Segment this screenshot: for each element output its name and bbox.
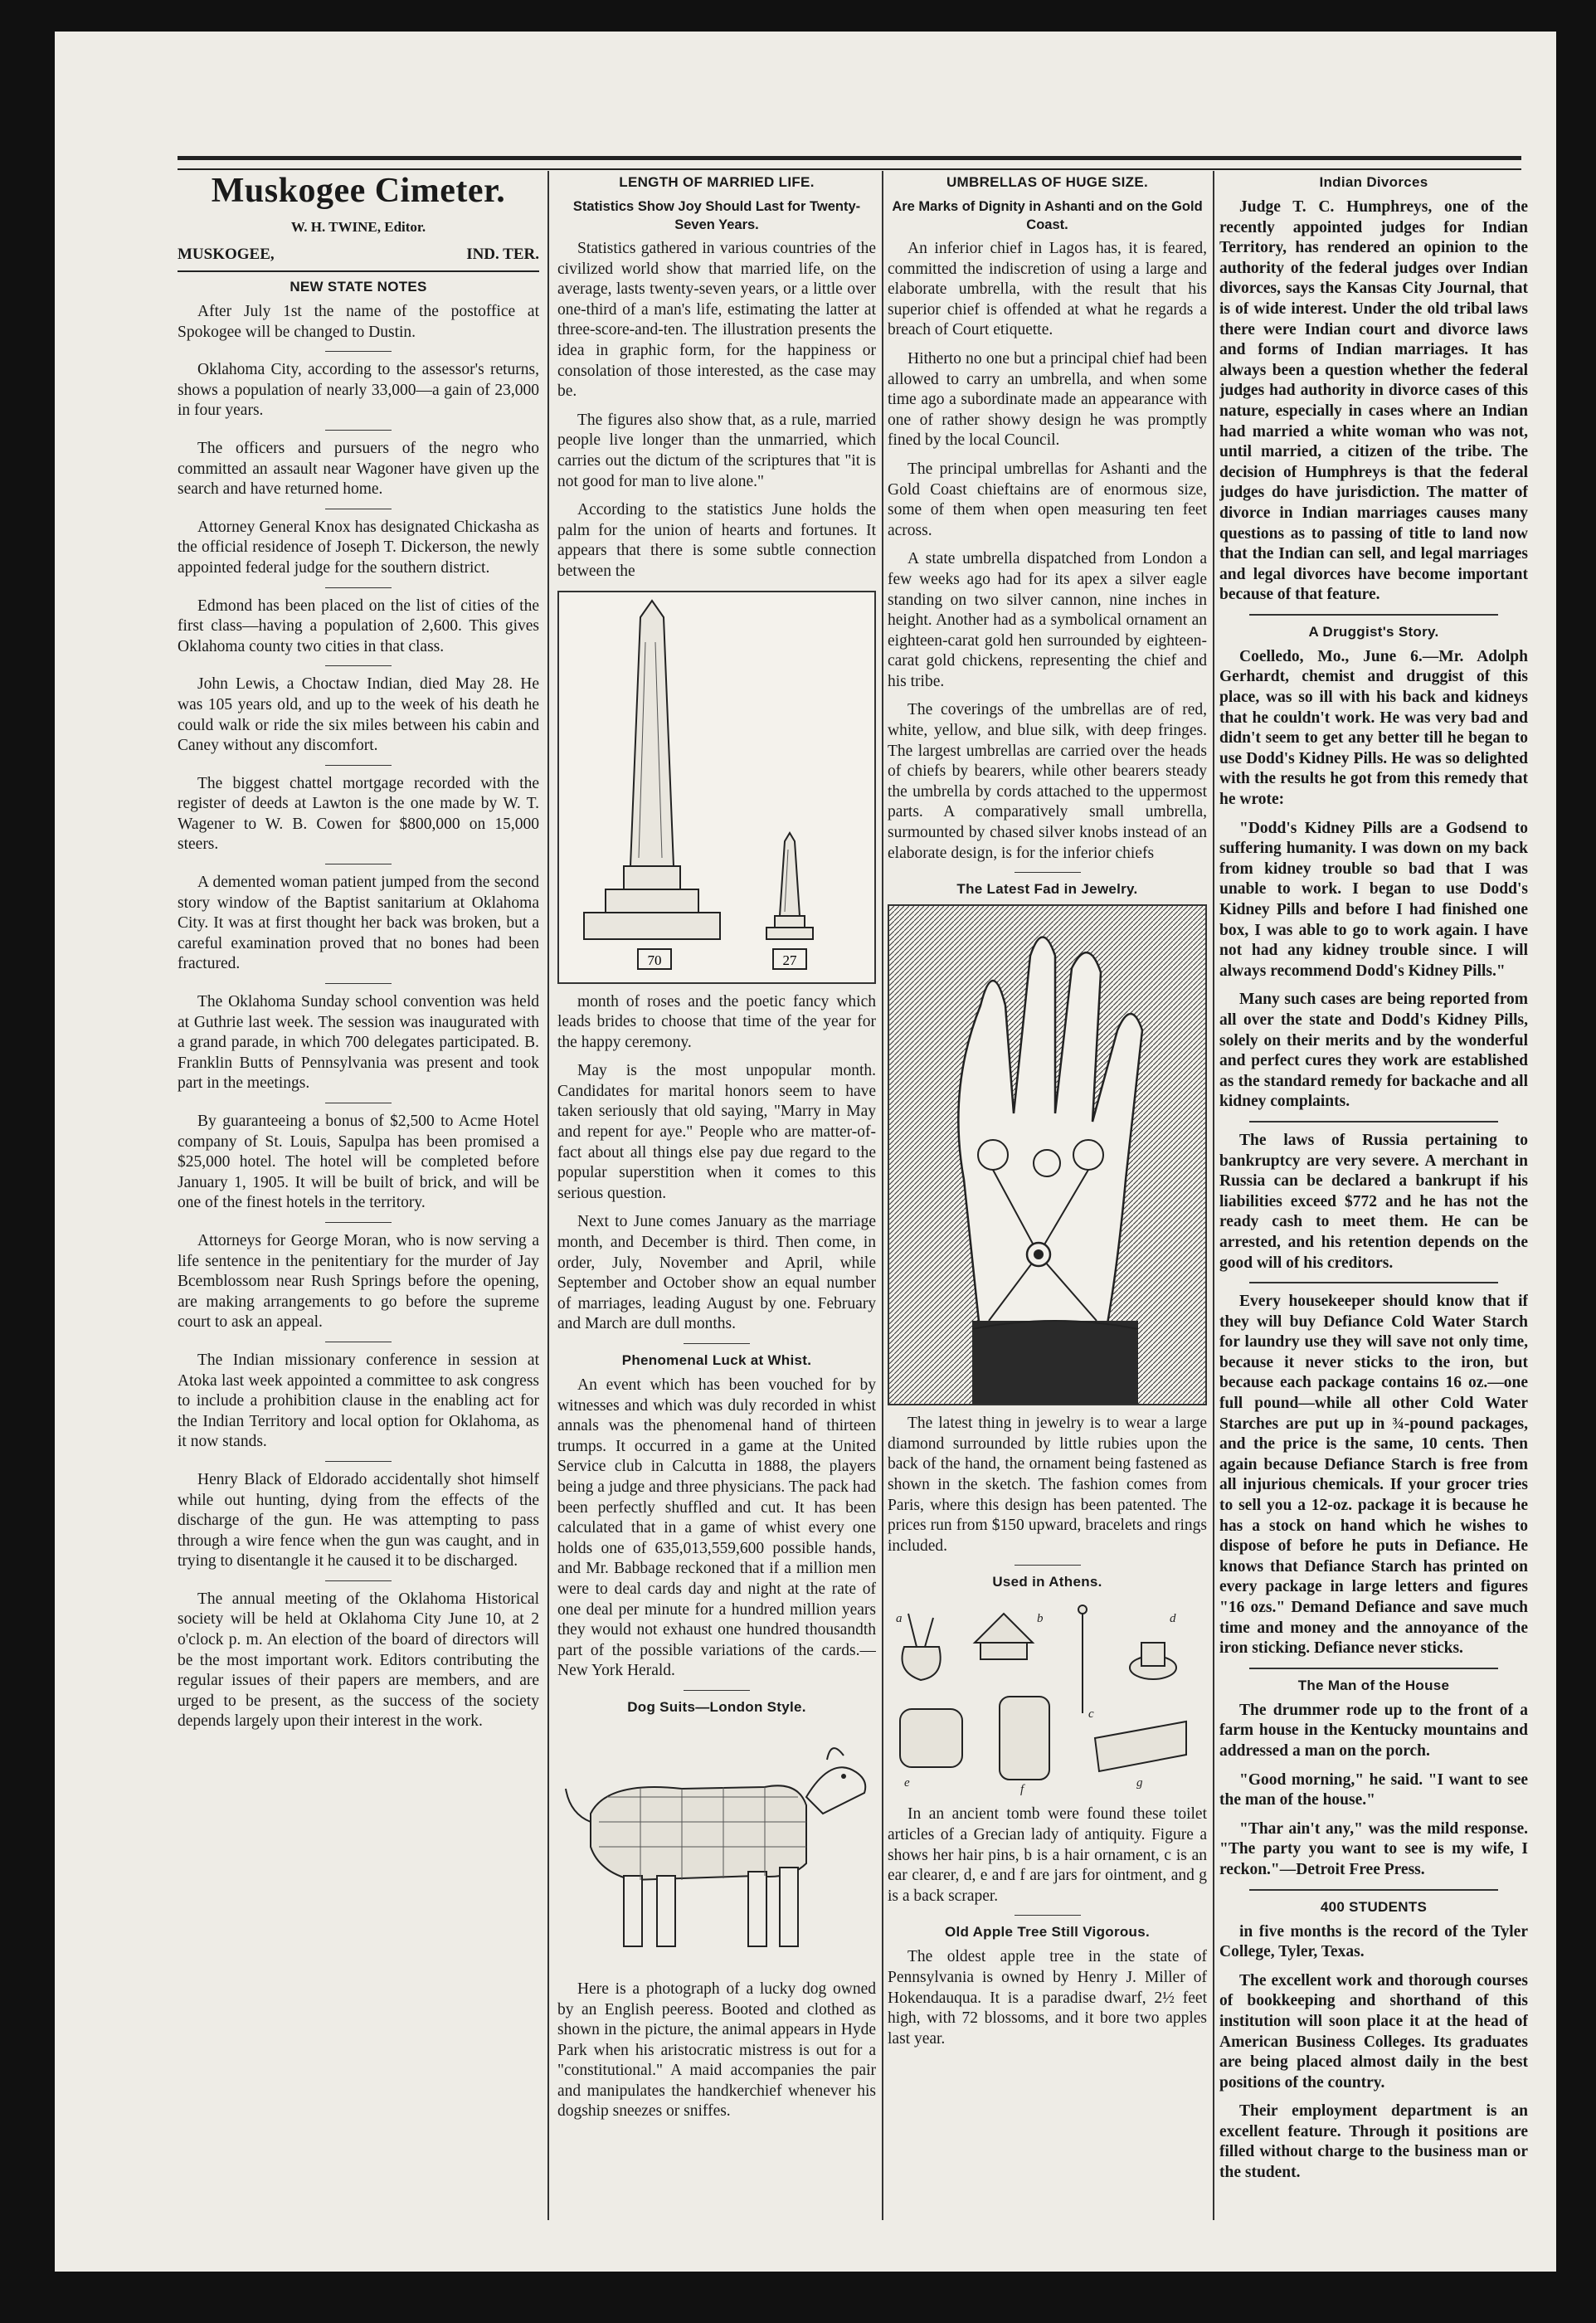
place-left: MUSKOGEE, [178,246,275,263]
article-heading: The Latest Fad in Jewelry. [956,881,1138,898]
paragraph: The oldest apple tree in the state of Pennsylvania is owned by Henry J. Miller of Hokendauqua. It is a paradise dwarf, 2½ feet high, with 72 blossoms, and it bore two apples last year. [888,1948,1207,2048]
obelisk-label: 27 [782,952,797,968]
paragraph: month of roses and the poetic fancy which leads brides to choose that time of the year for the happy ceremony. [557,992,876,1051]
article-body [557,1376,876,1682]
article-body [1219,1922,1528,2184]
article-body [1219,1131,1528,1274]
paragraph: In an ancient tomb were found these toilet articles of a Grecian lady of antiquity. Figure a shows her hair pins, b is a hair ornament, c is an ear clearer, d, e and f are jars for ointment, and g is a back scraper. [888,1805,1207,1905]
paragraph: The coverings of the umbrellas are of red, white, yellow, and blue silk, with deep fringes. The largest umbrellas are carried over the heads of chiefs by bearers, while other bearers steady the umbrella by cords attached to the uppermost parts. A comparatively small umbrella, surmounted by chased silver knobs instead of an elaborate design, is for the inferior chiefs [888,701,1207,862]
article-heading: Phenomenal Luck at Whist. [621,1352,812,1368]
article-heading: Indian Divorces [1319,174,1428,190]
article-body [557,992,876,1336]
section-heading: NEW STATE NOTES [290,279,427,295]
column-3 [888,171,1207,2058]
paragraph: Edmond has been placed on the list of cities of the first class—having a population of 2,600. This gives Oklahoma county two cities in that class. [178,597,539,655]
article-subheading: Statistics Show Joy Should Last for Twenty-Seven Years. [572,199,861,232]
paragraph: Here is a photograph of a lucky dog owned by an English peeress. Booted and clothed as shown in the picture, the animal appears in Hyde Park when his aristocratic mistress is out for a "constitutional." A maid accompanies the pair and manipulates the handkerchief whenever his dogship sneezes or sniffes. [557,1980,876,2121]
article-heading: A Druggist's Story. [1308,623,1439,640]
figure-label: b [1037,1612,1044,1626]
figure-label: d [1170,1612,1176,1626]
article-body [888,239,1207,864]
column-rule [882,171,883,2220]
paragraph: The Oklahoma Sunday school convention was held at Guthrie last week. The session was inaugurated with a grand parade, in which 700 delegates participated. B. Franklin Butts of Pennsylvania was present and took part in the meetings. [178,993,539,1093]
paragraph: Statistics gathered in various countries of the civilized world show that married life, on the average, lasts twenty-seven years, or a little over one-third of a man's life, estimating the latter at three-score-and-ten. The illustration presents the idea in graphic form, for the happiness or consolation of those interested, as the case may be. [557,240,876,401]
paragraph: The principal umbrellas for Ashanti and the Gold Coast chieftains are of enormous size, some of them when open measuring ten feet across. [888,460,1207,539]
paragraph: A demented woman patient jumped from the second story window of the Baptist sanitarium at Oklahoma City. It was at first thought her back was broken, but a careful examination proved that no bones had been fractured. [178,874,539,973]
paragraph: An inferior chief in Lagos has, it is feared, committed the indiscretion of using a large and elaborate umbrella, with the result that his superior chief is offended at what he regards a breach of Court etiquette. [888,240,1207,339]
paragraph: The laws of Russia pertaining to bankruptcy are very severe. A merchant in Russia can be declared a bankrupt if his liabilities exceed $772 and he has not the ready cash to meet them. He can be arrested, and his retention depends on the good will of his creditors. [1219,1131,1528,1272]
paragraph: Attorneys for George Moran, who is now serving a life sentence in the penitentiary for the murder of Jay Bcemblossom near Rush Springs before the opening, are making arrangements to go before the supreme court to ask an appeal. [178,1231,539,1332]
column-4 [1219,171,1528,2192]
paragraph: The figures also show that, as a rule, married people live longer than the unmarried, which carries out the dictum of the scriptures that "it is not good for man to live alone." [557,411,876,490]
item-separator [325,351,392,352]
article-body [888,1414,1207,1556]
athens-illustration [888,1597,1207,1796]
paragraph: A state umbrella dispatched from London a few weeks ago had for its apex a silver eagle standing on two silver cannon, nine inches in height. Another had as a symbolical ornament an eighteen-carat gold hen surrounded by eighteen-carat gold chickens, representing the chief and his tribe. [888,550,1207,690]
paragraph: The drummer rode up to the front of a farm house in the Kentucky mountains and addressed a man on the porch. [1219,1701,1528,1760]
paragraph: in five months is the record of the Tyler College, Tyler, Texas. [1219,1922,1528,1961]
article-body [1219,1292,1528,1659]
paragraph: Their employment department is an excellent feature. Through it positions are filled without charge to the business man or the student. [1219,2102,1528,2182]
paragraph: The annual meeting of the Oklahoma Historical society will be held at Oklahoma City June 10, at 2 o'clock p. m. An election of the board of directors will be the most important work. Editors contributing the regular issues of their papers are members, and are urged to be present, as the success of the society depends largely upon their interest in the work. [178,1590,539,1731]
article-subheading: Are Marks of Dignity in Ashanti and on the Gold Coast. [892,199,1203,232]
masthead-editor: W. H. TWINE, Editor. [290,219,426,235]
newspaper-page [55,32,1556,2272]
article-body [178,302,539,1732]
item-separator [325,587,392,588]
paragraph: Oklahoma City, according to the assessor's returns, shows a population of nearly 33,000—a gain of 23,000 in four years. [178,361,539,420]
paragraph: The biggest chattel mortgage recorded with the register of deeds at Lawton is the one made by W. T. Wagener to W. B. Cowen for $800,000 on 15,000 steers. [178,774,539,854]
paragraph: An event which has been vouched for by witnesses and which was duly recorded in whist annals was the phenomenal hand of thirteen trumps. It occurred in a game at the United Service club in Calcutta in 1888, the players being a judge and three physicians. The pack had been perfectly shuffled and cut. It has been calculated that in a game of whist every one holds one of 635,013,559,600 possible hands, and Mr. Babbage reckoned that if a million men were to deal cards day and night at the rate of one deal per minute for a hundred million years they would not exhaust one hundred thousandth part of the possible variations of the cards.—New York Herald. [557,1376,876,1680]
paragraph: Next to June comes January as the marriage month, and December is third. Then come, in order, July, November and April, while September and October show an equal number of marriages, leading August by one. February and March are dull months. [557,1213,876,1333]
article-body [888,1804,1207,1907]
article-heading: Dog Suits—London Style. [627,1698,806,1715]
top-rule [178,156,1521,170]
place-right: IND. TER. [466,246,539,263]
article-heading: The Man of the House [1297,1677,1450,1693]
paragraph: "Dodd's Kidney Pills are a Godsend to suffering humanity. I was down on my back from kidney trouble so bad that I was unable to work. I began to use Dodd's Kidney Pills and before I had finished one box, I was able to go to work again. I have not had any kidney trouble since. I will always recommend Dodd's Kidney Pills." [1219,819,1528,980]
paragraph: By guaranteeing a bonus of $2,500 to Acme Hotel company of St. Louis, Sapulpa has been promised a $25,000 hotel. The hotel will be completed before January 1, 1905. It will be built of brick, and will be one of the finest hotels in the territory. [178,1113,539,1212]
item-separator [325,665,392,666]
column-rule [547,171,549,2220]
paragraph: The latest thing in jewelry is to wear a large diamond surrounded by little rubies upon the back of the hand, the ornament being fastened as shown in the sketch. The fashion comes from Paris, where this design has been patented. The prices run from $150 upward, bracelets and rings included. [888,1415,1207,1555]
column-1 [178,171,539,1741]
item-separator [325,765,392,766]
paragraph: Henry Black of Eldorado accidentally shot himself while out hunting, dying from the effects of the discharge of the gun. He was attempting to pass through a wire fence when the gun was caught, and in trying to disentangle it he caused it to be discharged. [178,1470,539,1571]
figure-label: g [1136,1776,1143,1790]
article-heading: UMBRELLAS OF HUGE SIZE. [946,174,1148,190]
figure-label: f [1020,1783,1024,1797]
obelisk-label: 70 [647,952,662,968]
paragraph: The excellent work and thorough courses of bookkeeping and shorthand of this institution will soon place it at the head of American Business Colleges. Its graduates are being placed almost daily in the best positions of the country. [1219,1971,1528,2092]
item-separator [325,430,392,431]
paragraph: Every housekeeper should know that if they will buy Defiance Cold Water Starch for laundry use they will save not only time, because it never sticks to the iron, but because each package contains 16 oz.—one full pound—while all other Cold Water Starches are put up in ¾-pound packages, and the price is the same, 10 cents. Then again because Defiance Starch is free from all injurious chemicals. If your grocer tries to sell you a 12-oz. package it is because he has a stock on hand which he wishes to dispose of before he puts in Defiance. He knows that Defiance Starch has printed on every package in large letters and figures "16 ozs." Demand Defiance and save much time and money and the annoyance of the iron sticking. Defiance never sticks. [1219,1293,1528,1658]
paragraph: "Good morning," he said. "I want to see the man of the house." [1219,1770,1528,1809]
paragraph: Attorney General Knox has designated Chickasha as the official residence of Joseph T. Dickerson, the newly appointed federal judge for the southern district. [178,518,539,577]
article-heading: Used in Athens. [992,1574,1102,1590]
paragraph: May is the most unpopular month. Candidates for marital honors seem to have taken seriously that old saying, "Marry in May and repent for aye." People who are matter-of-fact about all things else pay due regard to the popular superstition when it comes to this serious question. [557,1062,876,1202]
article-heading: LENGTH OF MARRIED LIFE. [619,174,815,190]
item-separator [325,983,392,984]
paragraph: According to the statistics June holds the palm for the union of hearts and fortunes. It appears that there is some subtle connection between the [557,501,876,580]
paragraph: Coelledo, Mo., June 6.—Mr. Adolph Gerhardt, chemist and druggist of this place, was so ill with his back and kidneys that he couldn't work. He was very bad and didn't seem to get any better till he began to use Dodd's Kidney Pills. He was so delighted with the results he got from this remedy that he wrote: [1219,647,1528,809]
item-separator [325,1461,392,1462]
article-body [1219,1701,1528,1881]
paragraph: Hitherto no one but a principal chief had been allowed to carry an umbrella, and when some time ago a subordinate made an appearance with one of rather showy design he was promptly fined by the local Council. [888,349,1207,450]
article-body [557,239,876,582]
masthead-title: Muskogee Cimeter. [211,172,506,210]
paragraph: "Thar ain't any," was the mild response. "The party you want to see is my wife, I reckon."—Detroit Free Press. [1219,1819,1528,1878]
article-heading: Old Apple Tree Still Vigorous. [944,1924,1151,1941]
article-body [1219,197,1528,606]
article-body [557,1980,876,2122]
column-rule [1213,171,1214,2220]
paragraph: After July 1st the name of the postoffice at Spokogee will be changed to Dustin. [178,303,539,341]
dog-illustration [557,1722,876,1971]
article-heading: 400 STUDENTS [1320,1898,1428,1915]
paragraph: Many such cases are being reported from all over the state and Dodd's Kidney Pills, solely on their merits and by the wonderful and perfect cures they work are established as the standard remedy for backache and all kidney complaints. [1219,991,1528,1111]
paragraph: The Indian missionary conference in session at Atoka last week appointed a committee to ask congress to include a prohibition clause in the enabling act for the Indian Territory and local option for Oklahoma, as it now stands. [178,1351,539,1451]
paragraph: The officers and pursuers of the negro who committed an assault near Wagoner have given up the search and have returned home. [178,439,539,499]
column-2 [557,171,876,2131]
jewelry-hand-illustration [888,904,1207,1405]
figure-label: e [904,1776,910,1790]
figure-label: a [896,1612,903,1626]
paragraph: Judge T. C. Humphreys, one of the recently appointed judges for Indian Territory, has rendered an opinion to the authority of the federal judges over Indian divorces, says the Kansas City Journal, that is of wide interest. Under the old tribal laws there were Indian court and divorce laws and forms of Indian marriages. It has always been a question whether the federal judges had authority in divorce cases of this nature, especially in cases where an Indian had married a white woman who was not, until married, a citizen of the tribe. The decision of Humphreys is that the federal judges do have jurisdiction. The matter of divorce in Indian marriages causes many questions as to passing of title to land now that the Indian can sell, and legal marriages and legal divorces have become important because of that feature. [1219,198,1528,604]
item-separator [325,1222,392,1223]
article-body [1219,647,1528,1113]
item-separator [325,1580,392,1581]
masthead-place [178,246,539,272]
obelisk-illustration [557,591,876,984]
article-body [888,1947,1207,2049]
paragraph: John Lewis, a Choctaw Indian, died May 28. He was 105 years old, and up to the week of his death he could walk or ride the six miles between his cabin and Caney without any discomfort. [178,675,539,755]
figure-label: c [1088,1707,1094,1722]
